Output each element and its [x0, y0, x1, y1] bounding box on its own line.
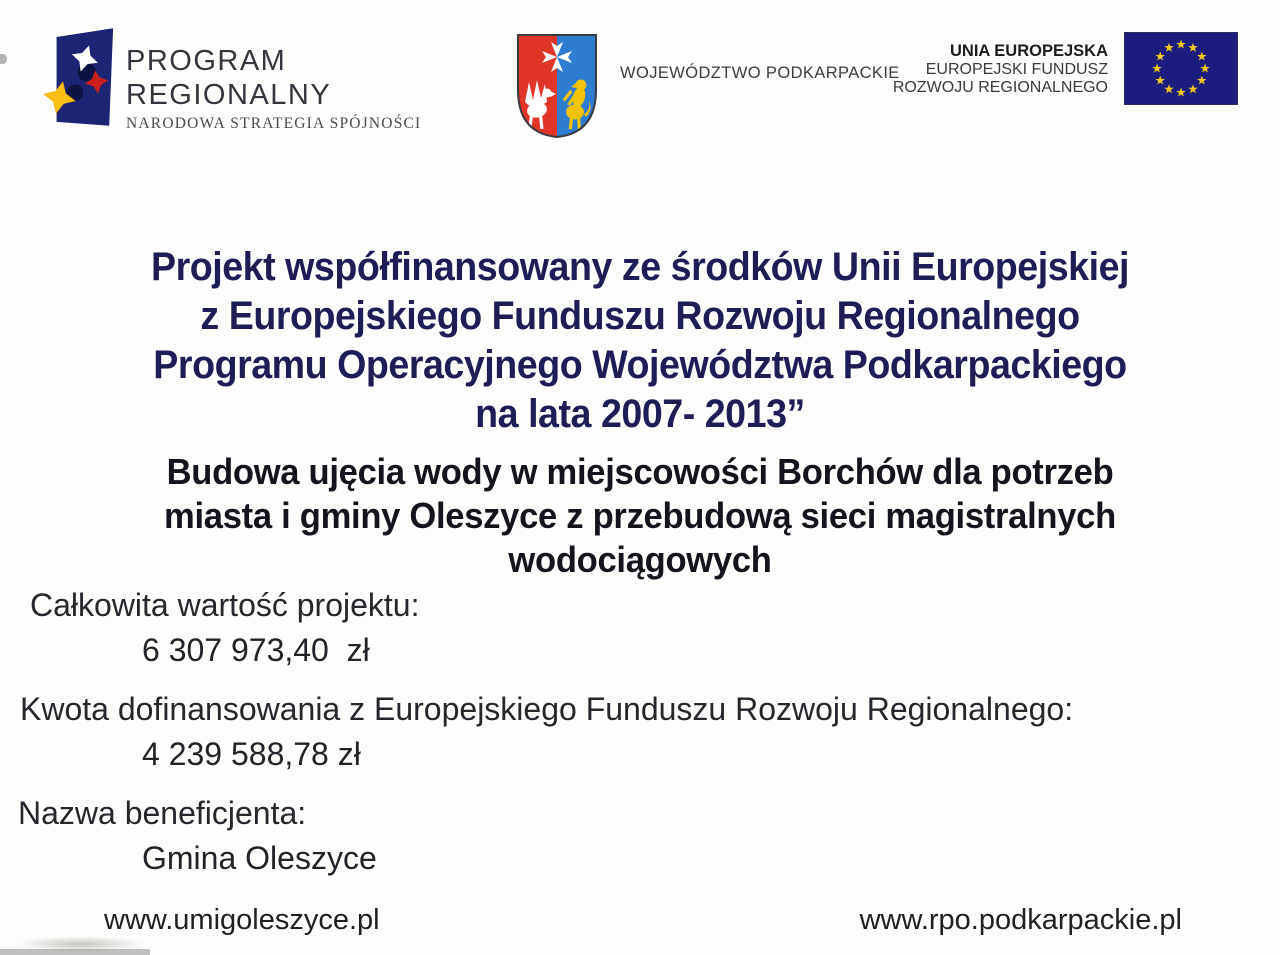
project-details	[0, 583, 1280, 895]
eu-line-1: UNIA EUROPEJSKA	[950, 42, 1108, 60]
regionalny-line: REGIONALNY	[126, 79, 332, 111]
eu-line-2: EUROPEJSKI FUNDUSZ	[925, 60, 1108, 78]
cofinancing-amount-group	[0, 687, 1280, 777]
project-title	[0, 450, 1280, 582]
photo-artifact-edge-mark	[0, 54, 7, 64]
program-regionalny-wordmark	[126, 44, 421, 132]
program-regionalny-flag-logo-icon	[40, 20, 118, 136]
program-line: PROGRAM	[126, 45, 287, 77]
eu-funding-wordmark	[893, 42, 1108, 98]
title-line-2: z Europejskiego Funduszu Rozwoju Regionalnego	[200, 294, 1080, 338]
cofinancing-amount-label: Kwota dofinansowania z Europejskiego Funduszu Rozwoju Regionalnego:	[20, 691, 1074, 727]
logo-header	[0, 0, 1280, 165]
eu-flag-icon	[1124, 32, 1238, 105]
nss-subtitle: NARODOWA STRATEGIA SPÓJNOŚCI	[126, 115, 422, 132]
beneficiary-group	[0, 791, 1280, 881]
photo-artifact-bottom-strip	[0, 949, 150, 955]
title-line-1: Projekt współfinansowany ze środków Unii Europejskiej	[150, 245, 1129, 289]
title-line-3: Programu Operacyjnego Województwa Podkarpackiego	[153, 343, 1127, 387]
rpo-website-url: www.rpo.podkarpackie.pl	[859, 904, 1182, 936]
total-value-label: Całkowita wartość projektu:	[30, 587, 420, 623]
eu-line-3: ROZWOJU REGIONALNEGO	[892, 79, 1108, 96]
cofinancing-amount-value: 4 239 588,78 zł	[142, 736, 361, 772]
beneficiary-label: Nazwa beneficjenta:	[18, 795, 307, 831]
project-title-line-2: miasta i gminy Oleszyce z przebudową sieci magistralnych	[164, 495, 1116, 536]
beneficiary-website-url: www.umigoleszyce.pl	[104, 904, 380, 936]
project-title-line-1: Budowa ujęcia wody w miejscowości Borchów dla potrzeb	[166, 451, 1114, 492]
beneficiary-name: Gmina Oleszyce	[142, 840, 377, 876]
title-line-4: na lata 2007- 2013”	[475, 392, 805, 436]
cofinancing-statement	[0, 243, 1280, 439]
podkarpackie-coat-of-arms-icon	[512, 30, 602, 142]
footer-urls	[0, 900, 1280, 940]
total-value-amount: 6 307 973,40 zł	[142, 632, 370, 668]
project-title-line-3: wodociągowych	[508, 539, 772, 580]
total-value-group	[0, 583, 1280, 673]
voivodeship-label: WOJEWÓDZTWO PODKARPACKIE	[620, 64, 900, 82]
